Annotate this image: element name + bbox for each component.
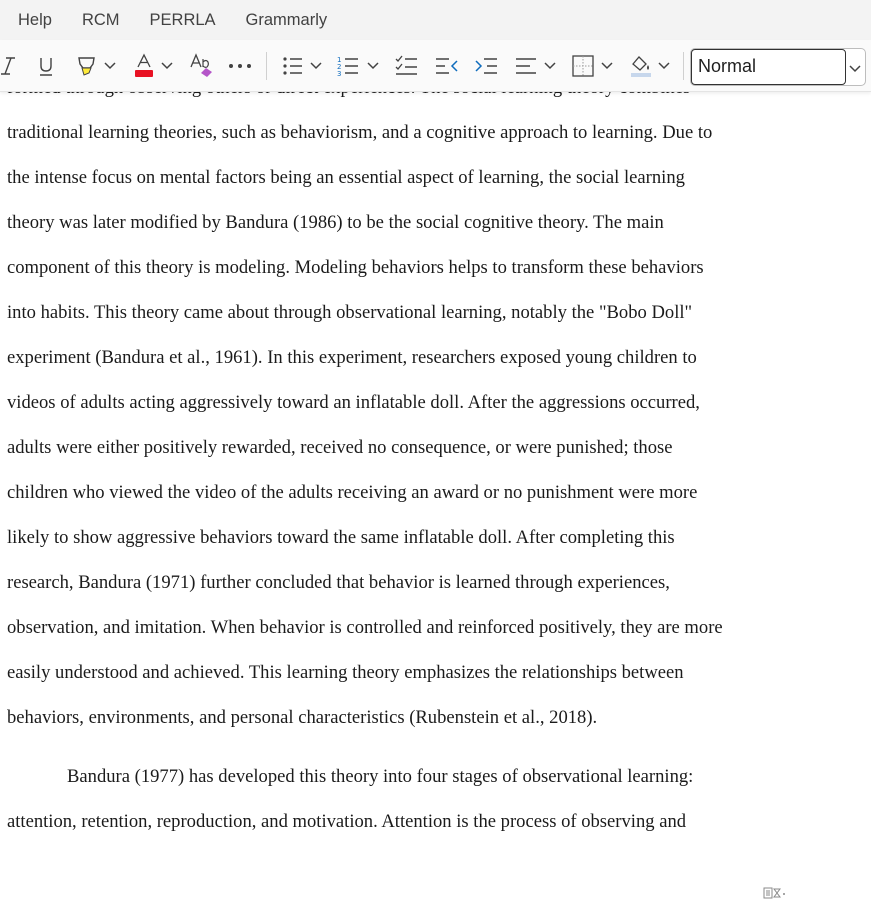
svg-text:3: 3 — [337, 70, 342, 78]
paragraph-style-value[interactable]: Normal — [691, 49, 846, 85]
underline-icon[interactable] — [38, 40, 54, 92]
document-line[interactable]: observation, and imitation. When behavior is controlled and reinforced positively, they are more — [7, 617, 723, 638]
toolbar-separator — [683, 52, 684, 80]
svg-text:2: 2 — [337, 63, 342, 71]
paragraph-style-select[interactable] — [690, 48, 866, 86]
document-line[interactable]: component of this theory is modeling. Modeling behaviors helps to transform these behaviors — [7, 257, 704, 278]
svg-text:1: 1 — [337, 56, 342, 64]
numbering-icon[interactable] — [336, 40, 360, 92]
document-line[interactable]: the intense focus on mental factors being an essential aspect of learning, the social learning — [7, 167, 685, 188]
highlight-dropdown-chevron-icon[interactable] — [103, 40, 117, 92]
document-line[interactable]: likely to show aggressive behaviors toward the same inflatable doll. After completing this — [7, 527, 675, 548]
highlight-icon[interactable] — [76, 40, 98, 92]
font-color-icon[interactable] — [134, 40, 154, 92]
clear-formatting-icon[interactable] — [189, 40, 215, 92]
document-line[interactable]: Bandura (1977) has developed this theory into four stages of observational learning: — [67, 766, 694, 787]
document-line[interactable]: into habits. This theory came about through observational learning, notably the "Bobo Doll" — [7, 302, 693, 323]
font-color-dropdown-chevron-icon[interactable] — [160, 40, 174, 92]
borders-dropdown-chevron-icon[interactable] — [600, 40, 614, 92]
checklist-icon[interactable] — [395, 40, 419, 92]
document-line[interactable]: children who viewed the video of the adults receiving an award or no punishment were more — [7, 482, 698, 503]
document-line[interactable]: adults were either positively rewarded, received no consequence, or were punished; those — [7, 437, 673, 458]
align-icon[interactable] — [515, 40, 537, 92]
more-options-icon[interactable] — [228, 40, 252, 92]
document-line[interactable]: research, Bandura (1971) further concluded that behavior is learned through experiences, — [7, 572, 670, 593]
menu-grammarly[interactable]: Grammarly — [245, 11, 328, 29]
shading-icon[interactable] — [630, 40, 652, 92]
document-line[interactable]: traditional learning theories, such as behaviorism, and a cognitive approach to learning. Due to — [7, 122, 713, 143]
document-line[interactable]: videos of adults acting aggressively toward an inflatable doll. After the aggressions occurred, — [7, 392, 700, 413]
chevron-down-icon[interactable] — [848, 60, 862, 79]
align-dropdown-chevron-icon[interactable] — [543, 40, 557, 92]
formatting-toolbar — [0, 40, 871, 92]
document-line[interactable]: easily understood and achieved. This learning theory emphasizes the relationships between — [7, 662, 684, 683]
italic-icon[interactable] — [0, 40, 16, 92]
borders-icon[interactable] — [572, 40, 594, 92]
menu-perrla[interactable]: PERRLA — [149, 11, 216, 29]
decrease-indent-icon[interactable] — [435, 40, 459, 92]
bullets-icon[interactable] — [282, 40, 304, 92]
toolbar-separator — [266, 52, 267, 80]
menu-bar — [0, 0, 871, 40]
menu-rcm[interactable]: RCM — [81, 11, 120, 29]
numbering-dropdown-chevron-icon[interactable] — [366, 40, 380, 92]
document-line[interactable]: behaviors, environments, and personal characteristics (Rubenstein et al., 2018). — [7, 707, 598, 728]
shading-dropdown-chevron-icon[interactable] — [657, 40, 671, 92]
page-status-icon[interactable] — [763, 884, 789, 903]
document-line[interactable]: theory was later modified by Bandura (1986) to be the social cognitive theory. The main — [7, 212, 664, 233]
document-line[interactable]: attention, retention, reproduction, and motivation. Attention is the process of observing and — [7, 811, 687, 832]
menu-help[interactable]: Help — [18, 11, 52, 29]
increase-indent-icon[interactable] — [474, 40, 498, 92]
document-line[interactable]: experiment (Bandura et al., 1961). In this experiment, researchers exposed young children to — [7, 347, 697, 368]
bullets-dropdown-chevron-icon[interactable] — [309, 40, 323, 92]
